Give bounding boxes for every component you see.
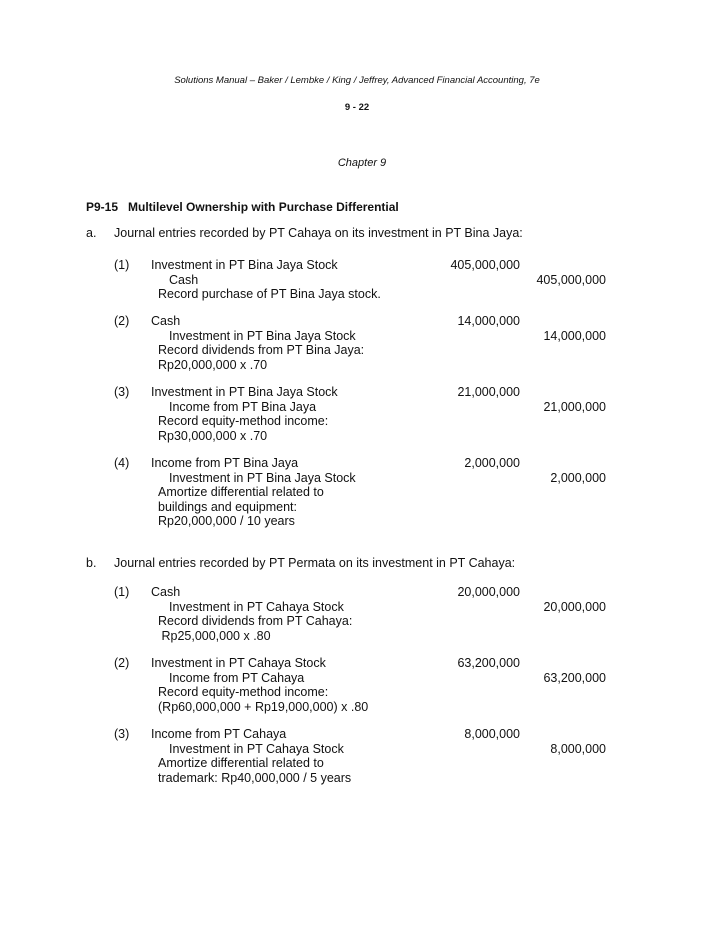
part-heading: Journal entries recorded by PT Cahaya on its investment in PT Bina Jaya: [114,226,523,240]
entry-explanation: Record dividends from PT Cahaya: [158,614,353,628]
debit-account: Investment in PT Cahaya Stock [151,656,326,670]
entry-explanation: buildings and equipment: [158,499,297,514]
entry-explanation: Record equity-method income: [158,414,329,428]
entry-explanation: Record equity-method income: [158,685,329,699]
entry-number: (3) [114,385,130,399]
debit-amount: 2,000,000 [464,456,520,470]
entry-number: (1) [114,258,130,272]
debit-account: Income from PT Bina Jaya [151,456,299,470]
debit-account: Cash [151,314,181,328]
debit-amount: 20,000,000 [457,585,520,599]
part-label: a. [86,226,97,240]
credit-amount: 8,000,000 [550,741,606,756]
entry-explanation: Rp20,000,000 / 10 years [158,514,295,528]
debit-account: Investment in PT Bina Jaya Stock [151,385,338,399]
entry-explanation: Amortize differential related to [158,485,324,499]
running-header: Solutions Manual – Baker / Lembke / King / Jeffrey, Advanced Financial Accounting, 7e [174,75,540,86]
debit-account: Cash [151,585,181,599]
entry-explanation: trademark: Rp40,000,000 / 5 years [158,770,352,785]
entry-explanation: Record dividends from PT Bina Jaya: [158,343,365,357]
credit-account: Income from PT Cahaya [169,670,305,685]
problem-title: P9-15 Multilevel Ownership with Purchase Differential [86,200,399,214]
debit-amount: 21,000,000 [457,385,520,399]
credit-amount: 14,000,000 [543,328,606,343]
part-label: b. [86,556,97,570]
debit-amount: 8,000,000 [464,727,520,741]
entry-explanation: (Rp60,000,000 + Rp19,000,000) x .80 [158,699,369,714]
credit-account: Cash [169,272,199,287]
entry-explanation: Rp30,000,000 x .70 [158,428,268,443]
entry-number: (2) [114,656,130,670]
credit-account: Investment in PT Cahaya Stock [169,741,344,756]
debit-account: Investment in PT Bina Jaya Stock [151,258,338,272]
credit-amount: 21,000,000 [543,399,606,414]
credit-amount: 20,000,000 [543,599,606,614]
credit-amount: 63,200,000 [543,670,606,685]
credit-account: Investment in PT Bina Jaya Stock [169,328,356,343]
entry-explanation: Rp25,000,000 x .80 [158,628,271,643]
credit-amount: 405,000,000 [536,272,606,287]
page-number: 9 - 22 [344,102,370,113]
entry-number: (3) [114,727,130,741]
credit-account: Income from PT Bina Jaya [169,399,317,414]
entry-number: (4) [114,456,130,470]
entry-explanation: Record purchase of PT Bina Jaya stock. [158,287,381,301]
chapter-label: Chapter 9 [337,157,387,169]
entry-number: (1) [114,585,130,599]
debit-account: Income from PT Cahaya [151,727,287,741]
credit-amount: 2,000,000 [550,470,606,485]
entry-explanation: Rp20,000,000 x .70 [158,357,268,372]
entry-explanation: Amortize differential related to [158,756,324,770]
debit-amount: 405,000,000 [450,258,520,272]
entry-number: (2) [114,314,130,328]
part-heading: Journal entries recorded by PT Permata on its investment in PT Cahaya: [114,556,516,570]
debit-amount: 14,000,000 [457,314,520,328]
credit-account: Investment in PT Cahaya Stock [169,599,344,614]
credit-account: Investment in PT Bina Jaya Stock [169,470,356,485]
debit-amount: 63,200,000 [457,656,520,670]
